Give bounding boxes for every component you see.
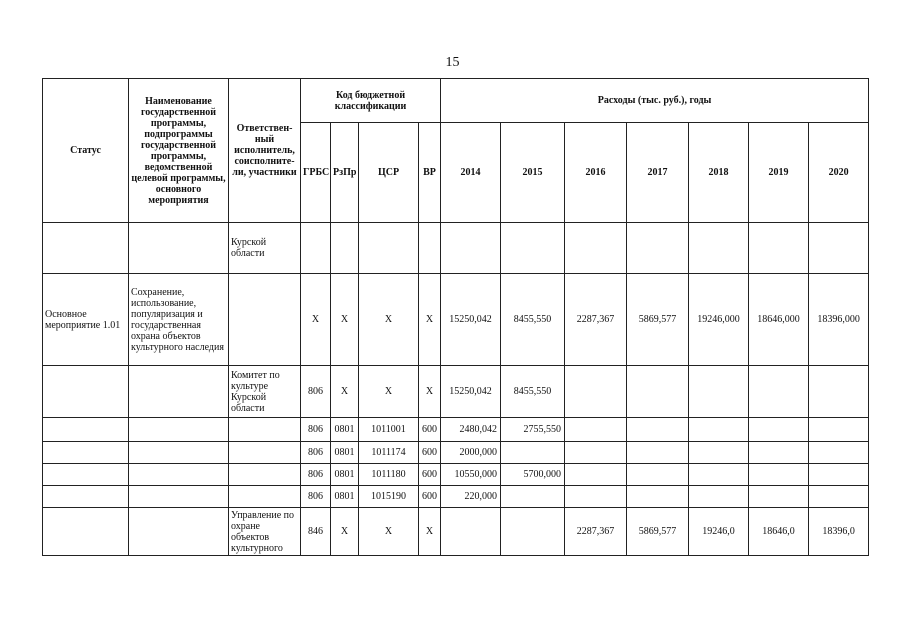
cell-value: [501, 508, 565, 556]
table-row: [43, 508, 869, 556]
table-row: [43, 486, 869, 508]
cell-value: [749, 442, 809, 464]
cell-value: [627, 223, 689, 274]
cell-value: [565, 442, 627, 464]
cell-csr: 1011180: [359, 464, 419, 486]
header-grbs: ГРБС: [301, 123, 331, 223]
cell-value: [749, 418, 809, 442]
cell-value: 5869,577: [627, 508, 689, 556]
cell-grbs: 806: [301, 486, 331, 508]
cell-status: [43, 418, 129, 442]
cell-value: [627, 442, 689, 464]
cell-value: [501, 223, 565, 274]
cell-csr: X: [359, 366, 419, 418]
header-budget-code: Код бюджетной классификации: [301, 79, 441, 123]
cell-responsible: Комитет по культуре Курской области: [229, 366, 301, 418]
cell-responsible: Управление по охране объектов культурного: [229, 508, 301, 556]
cell-csr: X: [359, 274, 419, 366]
cell-value: [689, 366, 749, 418]
cell-responsible: Курской области: [229, 223, 301, 274]
cell-value: [565, 464, 627, 486]
cell-value: [441, 223, 501, 274]
table-row: [43, 418, 869, 442]
cell-value: [689, 223, 749, 274]
cell-value: [501, 486, 565, 508]
header-name: Наименование государственной программы, подпрограммы государственной программы, ведомственной целевой программы, основного мероприятия: [129, 79, 229, 223]
table-row: [43, 274, 869, 366]
cell-name: Сохранение, использование, популяризация и государственная охрана объектов культурного наследия: [129, 274, 229, 366]
cell-status: Основное мероприятие 1.01: [43, 274, 129, 366]
cell-responsible: [229, 464, 301, 486]
cell-vr: X: [419, 274, 441, 366]
header-year: 2016: [565, 123, 627, 223]
cell-csr: [359, 223, 419, 274]
cell-rzpr: X: [331, 274, 359, 366]
header-year: 2018: [689, 123, 749, 223]
cell-value: 15250,042: [441, 274, 501, 366]
table-row: [43, 464, 869, 486]
cell-rzpr: 0801: [331, 464, 359, 486]
cell-value: [441, 508, 501, 556]
cell-csr: X: [359, 508, 419, 556]
cell-value: [689, 442, 749, 464]
cell-value: 18646,0: [749, 508, 809, 556]
cell-name: [129, 508, 229, 556]
cell-value: [565, 366, 627, 418]
cell-value: [501, 442, 565, 464]
cell-value: [749, 486, 809, 508]
cell-rzpr: 0801: [331, 486, 359, 508]
table-row: [43, 223, 869, 274]
cell-value: [809, 223, 869, 274]
header-expenses: Расходы (тыс. руб.), годы: [441, 79, 869, 123]
cell-value: [689, 486, 749, 508]
cell-vr: 600: [419, 464, 441, 486]
cell-value: 10550,000: [441, 464, 501, 486]
cell-value: 18396,000: [809, 274, 869, 366]
header-status: Статус: [43, 79, 129, 223]
cell-value: [809, 464, 869, 486]
cell-name: [129, 486, 229, 508]
cell-name: [129, 464, 229, 486]
header-year: 2017: [627, 123, 689, 223]
cell-value: [749, 464, 809, 486]
table-row: [43, 366, 869, 418]
cell-value: [809, 366, 869, 418]
cell-value: 2287,367: [565, 508, 627, 556]
header-year: 2019: [749, 123, 809, 223]
cell-value: 8455,550: [501, 366, 565, 418]
cell-rzpr: X: [331, 366, 359, 418]
cell-value: [565, 223, 627, 274]
cell-responsible: [229, 486, 301, 508]
cell-grbs: 806: [301, 442, 331, 464]
cell-value: 5700,000: [501, 464, 565, 486]
cell-csr: 1015190: [359, 486, 419, 508]
cell-vr: 600: [419, 442, 441, 464]
cell-vr: 600: [419, 486, 441, 508]
cell-status: [43, 366, 129, 418]
cell-value: [627, 366, 689, 418]
cell-value: [627, 486, 689, 508]
page-number: 15: [445, 55, 460, 70]
cell-value: [809, 442, 869, 464]
cell-rzpr: 0801: [331, 442, 359, 464]
cell-name: [129, 418, 229, 442]
cell-value: 19246,0: [689, 508, 749, 556]
cell-vr: 600: [419, 418, 441, 442]
cell-responsible: [229, 274, 301, 366]
header-responsible: Ответствен-ный исполнитель, соисполните-ли, участники: [229, 79, 301, 223]
cell-value: 5869,577: [627, 274, 689, 366]
cell-value: [565, 418, 627, 442]
cell-value: 19246,000: [689, 274, 749, 366]
cell-value: 18646,000: [749, 274, 809, 366]
cell-csr: 1011174: [359, 442, 419, 464]
cell-value: 2480,042: [441, 418, 501, 442]
cell-status: [43, 223, 129, 274]
cell-vr: [419, 223, 441, 274]
cell-value: [689, 418, 749, 442]
cell-value: [627, 464, 689, 486]
header-year: 2020: [809, 123, 869, 223]
cell-value: 18396,0: [809, 508, 869, 556]
cell-grbs: [301, 223, 331, 274]
cell-vr: X: [419, 508, 441, 556]
cell-grbs: 846: [301, 508, 331, 556]
header-vr: ВР: [419, 123, 441, 223]
budget-table: [42, 78, 869, 556]
cell-status: [43, 508, 129, 556]
cell-value: 15250,042: [441, 366, 501, 418]
cell-value: [749, 223, 809, 274]
cell-grbs: 806: [301, 418, 331, 442]
cell-name: [129, 223, 229, 274]
cell-value: [809, 486, 869, 508]
cell-name: [129, 366, 229, 418]
header-year: 2014: [441, 123, 501, 223]
cell-value: [749, 366, 809, 418]
cell-grbs: 806: [301, 464, 331, 486]
cell-vr: X: [419, 366, 441, 418]
cell-value: 2000,000: [441, 442, 501, 464]
cell-status: [43, 486, 129, 508]
cell-csr: 1011001: [359, 418, 419, 442]
cell-value: 2287,367: [565, 274, 627, 366]
header-csr: ЦСР: [359, 123, 419, 223]
cell-name: [129, 442, 229, 464]
cell-rzpr: X: [331, 508, 359, 556]
cell-status: [43, 464, 129, 486]
cell-grbs: X: [301, 274, 331, 366]
cell-rzpr: 0801: [331, 418, 359, 442]
cell-grbs: 806: [301, 366, 331, 418]
cell-value: [809, 418, 869, 442]
cell-value: 2755,550: [501, 418, 565, 442]
cell-value: [627, 418, 689, 442]
header-row-top: [43, 79, 869, 123]
cell-status: [43, 442, 129, 464]
cell-value: 8455,550: [501, 274, 565, 366]
cell-responsible: [229, 442, 301, 464]
cell-value: 220,000: [441, 486, 501, 508]
cell-value: [565, 486, 627, 508]
header-year: 2015: [501, 123, 565, 223]
cell-rzpr: [331, 223, 359, 274]
header-rzpr: РзПр: [331, 123, 359, 223]
cell-value: [689, 464, 749, 486]
table-row: [43, 442, 869, 464]
cell-responsible: [229, 418, 301, 442]
